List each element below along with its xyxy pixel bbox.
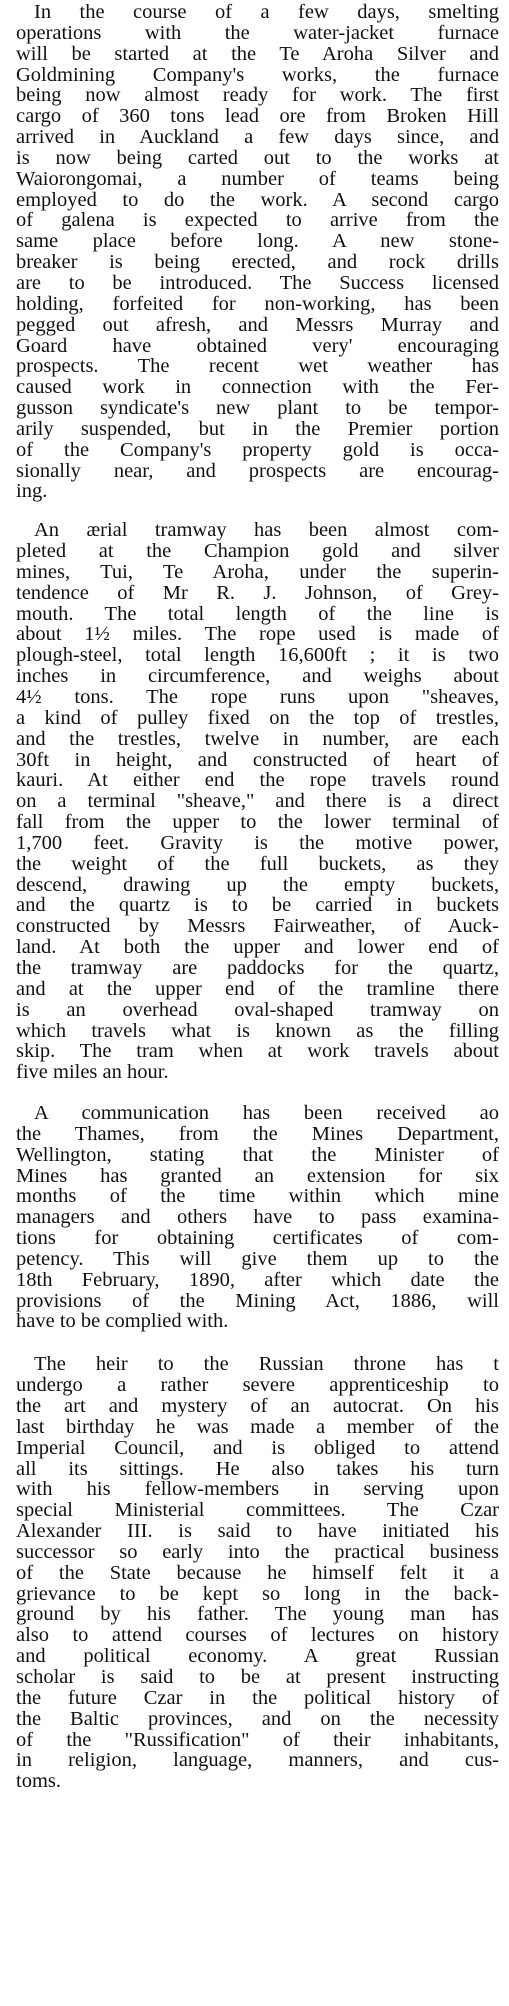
text-line: on a terminal "sheave," and there is a direct xyxy=(16,790,499,813)
text-line: in religion, language, manners, and cus- xyxy=(16,1749,499,1772)
text-line: arily suspended, but in the Premier portion xyxy=(16,417,499,440)
text-line: undergo a rather severe apprenticeship to xyxy=(16,1374,499,1397)
text-line: mines, Tui, Te Aroha, under the superin- xyxy=(16,560,499,583)
text-line: skip. The tram when at work travels about xyxy=(16,1040,499,1063)
text-line: plough-steel, total length 16,600ft ; it is two xyxy=(16,644,499,667)
text-line: pleted at the Champion gold and silver xyxy=(16,540,499,563)
text-line: 4½ tons. The rope runs upon "sheaves, xyxy=(16,686,499,708)
text-line: holding, forfeited for non-working, has been xyxy=(16,292,499,315)
text-line: five miles an hour. xyxy=(16,1061,169,1084)
text-line: ing. xyxy=(16,480,48,503)
text-line: breaker is being erected, and rock drills xyxy=(16,251,499,274)
text-line: being now almost ready for work. The first xyxy=(16,84,499,107)
text-line: and the quartz is to be carried in buckets xyxy=(16,894,499,917)
text-line: 30ft in height, and constructed of heart of xyxy=(16,748,499,771)
text-line: which travels what is known as the filling xyxy=(16,1019,499,1042)
text-line: all its sittings. He also takes his turn xyxy=(16,1457,499,1480)
text-line: also to attend courses of lectures on history xyxy=(16,1624,499,1647)
text-line: the tramway are paddocks for the quartz, xyxy=(16,956,499,979)
text-line: months of the time within which mine xyxy=(16,1185,499,1208)
text-line: Alexander III. is said to have initiated his xyxy=(16,1520,499,1543)
text-line: the Baltic provinces, and on the necessity xyxy=(16,1707,499,1730)
text-line: Goard have obtained very' encouraging xyxy=(16,334,499,357)
text-line: Imperial Council, and is obliged to attend xyxy=(16,1436,499,1459)
text-line: prospects. The recent wet weather has xyxy=(16,355,499,378)
text-line: cargo of 360 tons lead ore from Broken Hill xyxy=(16,105,499,128)
text-line: ground by his father. The young man has xyxy=(16,1603,499,1626)
text-line: last birthday he was made a member of the xyxy=(16,1415,499,1438)
text-line: employed to do the work. A second cargo xyxy=(16,188,499,211)
text-line: of galena is expected to arrive from the xyxy=(16,209,499,232)
text-line: Waiorongomai, a number of teams being xyxy=(16,167,499,190)
text-line: is now being carted out to the works at xyxy=(16,146,499,169)
paragraph-russian-heir xyxy=(16,1354,499,1792)
text-line: The heir to the Russian throne has t xyxy=(34,1353,499,1376)
article-column xyxy=(16,2,499,1792)
text-line: and political economy. A great Russian xyxy=(16,1645,499,1668)
text-line: scholar is said to be at present instructing xyxy=(16,1665,499,1688)
text-line: fall from the upper to the lower terminal of xyxy=(16,811,499,834)
text-line: will be started at the Te Aroha Silver and xyxy=(16,42,499,65)
text-line: successor so early into the practical business xyxy=(16,1540,499,1563)
text-line: of the "Russification" of their inhabitants, xyxy=(16,1728,499,1751)
text-line: the future Czar in the political history of xyxy=(16,1686,499,1709)
text-line: about 1½ miles. The rope used is made of xyxy=(16,623,499,646)
text-line: inches in circumference, and weighs about xyxy=(16,665,499,688)
text-line: descend, drawing up the empty buckets, xyxy=(16,873,499,896)
text-line: special Ministerial committees. The Czar xyxy=(16,1499,499,1522)
text-line: with his fellow-members in serving upon xyxy=(16,1478,499,1501)
text-line: kauri. At either end the rope travels round xyxy=(16,769,499,792)
text-line: In the course of a few days, smelting xyxy=(34,1,499,23)
text-line: petency. This will give them up to the xyxy=(16,1247,499,1270)
text-line: arrived in Auckland a few days since, and xyxy=(16,126,499,149)
text-line: operations with the water-jacket furnace xyxy=(16,21,499,44)
text-line: constructed by Messrs Fairweather, of Auck- xyxy=(16,915,499,938)
text-line: toms. xyxy=(16,1770,61,1793)
paragraph-smelting-operations xyxy=(16,2,499,502)
paragraph-aerial-tramway xyxy=(16,520,499,1083)
text-line: managers and others have to pass examina- xyxy=(16,1206,499,1229)
text-line: tions for obtaining certificates of com- xyxy=(16,1227,499,1250)
text-line: caused work in connection with the Fer- xyxy=(16,376,499,399)
text-line: same place before long. A new stone- xyxy=(16,230,499,253)
text-line: of the Company's property gold is occa- xyxy=(16,438,499,461)
text-line: sionally near, and prospects are encourag- xyxy=(16,459,499,482)
text-line: the art and mystery of an autocrat. On his xyxy=(16,1395,499,1417)
text-line: Wellington, stating that the Minister of xyxy=(16,1143,499,1166)
text-line: tendence of Mr R. J. Johnson, of Grey- xyxy=(16,581,499,604)
text-line: Goldmining Company's works, the furnace xyxy=(16,63,499,86)
text-line: grievance to be kept so long in the back- xyxy=(16,1582,499,1605)
text-line: and at the upper end of the tramline there xyxy=(16,977,499,1000)
text-line: have to be complied with. xyxy=(16,1310,229,1333)
text-line: Mines has granted an extension for six xyxy=(16,1164,499,1187)
text-line: of the State because he himself felt it a xyxy=(16,1561,499,1584)
text-line: the weight of the full buckets, as they xyxy=(16,852,499,875)
text-line: the Thames, from the Mines Department, xyxy=(16,1122,499,1145)
text-line: 1,700 feet. Gravity is the motive power, xyxy=(16,831,499,854)
paragraph-mines-department xyxy=(16,1103,499,1332)
text-line: land. At both the upper and lower end of xyxy=(16,936,499,959)
text-line: 18th February, 1890, after which date the xyxy=(16,1268,499,1291)
text-line: A communication has been received ao xyxy=(34,1102,499,1125)
text-line: provisions of the Mining Act, 1886, will xyxy=(16,1289,499,1312)
text-line: are to be introduced. The Success licensed xyxy=(16,271,499,294)
text-line: mouth. The total length of the line is xyxy=(16,602,499,625)
text-line: is an overhead oval-shaped tramway on xyxy=(16,998,499,1021)
text-line: and the trestles, twelve in number, are each xyxy=(16,727,499,750)
text-line: a kind of pulley fixed on the top of trestles, xyxy=(16,706,499,729)
text-line: pegged out afresh, and Messrs Murray and xyxy=(16,313,499,336)
text-line: An ærial tramway has been almost com- xyxy=(34,519,499,542)
text-line: gusson syndicate's new plant to be tempor- xyxy=(16,397,499,420)
